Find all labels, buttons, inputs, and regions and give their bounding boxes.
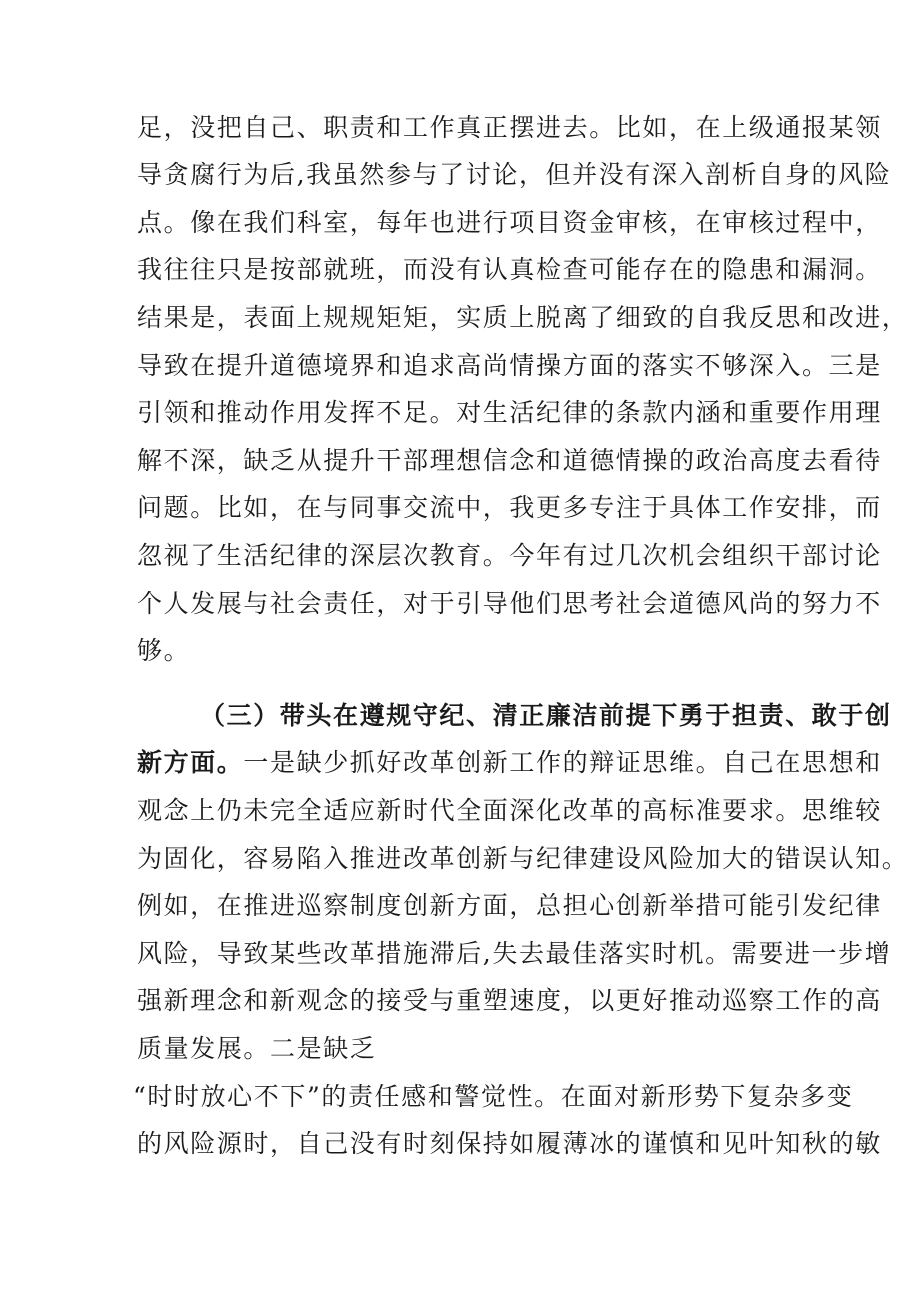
section-heading: （三）带头在遵规守纪、清正廉洁前提下勇于担责、敢于创 bbox=[200, 701, 892, 730]
text-line: 解不深，缺乏从提升干部理想信念和道德情操的政治高度去看待 bbox=[137, 446, 882, 475]
text-line: 忽视了生活纪律的深层次教育。今年有过几次机会组织干部讨论 bbox=[137, 541, 882, 570]
text-line: 导致在提升道德境界和追求高尚情操方面的落实不够深入。三是 bbox=[137, 351, 882, 380]
text-line: 引领和推动作用发挥不足。对生活纪律的条款内涵和重要作用理 bbox=[137, 398, 882, 427]
text-line: 质量发展。二是缺乏 bbox=[137, 1034, 377, 1063]
text-line: 个人发展与社会责任，对于引导他们思考社会道德风尚的努力不 bbox=[137, 589, 882, 618]
text-line: 导贪腐行为后,我虽然参与了讨论，但并没有深入剖析自身的风险 bbox=[137, 160, 892, 189]
section-text: 一是缺少抓好改革创新工作的辩证思维。自己在思想和 bbox=[243, 748, 882, 777]
text-line: 够。 bbox=[137, 636, 191, 665]
text-line: 我往往只是按部就班，而没有认真检查可能存在的隐患和漏洞。 bbox=[137, 255, 882, 284]
text-line: 的风险源时，自己没有时刻保持如履薄冰的谨慎和见叶知秋的敏 bbox=[137, 1129, 882, 1158]
text-line: 强新理念和新观念的接受与重塑速度，以更好推动巡察工作的高 bbox=[137, 986, 882, 1015]
text-line: 问题。比如，在与同事交流中，我更多专注于具体工作安排，而 bbox=[137, 493, 882, 522]
text-line: 结果是，表面上规规矩矩，实质上脱离了细致的自我反思和改进， bbox=[137, 303, 909, 332]
text-line: 例如，在推进巡察制度创新方面，总担心创新举措可能引发纪律 bbox=[137, 891, 882, 920]
text-line: 观念上仍未完全适应新时代全面深化改革的高标准要求。思维较 bbox=[137, 796, 882, 825]
text-line: 风险，导致某些改革措施滞后,失去最佳落实时机。需要进一步增 bbox=[137, 939, 892, 968]
section-heading-tail: 新方面。 bbox=[137, 748, 244, 777]
text-line: 足，没把自己、职责和工作真正摆进去。比如，在上级通报某领 bbox=[137, 113, 882, 142]
text-line: 点。像在我们科室，每年也进行项目资金审核，在审核过程中， bbox=[137, 208, 882, 237]
section-heading-continuation bbox=[137, 747, 882, 779]
text-line: 为固化，容易陷入推进改革创新与纪律建设风险加大的错误认知。 bbox=[137, 844, 909, 873]
text-line: “时时放心不下”的责任感和警觉性。在面对新形势下复杂多变 bbox=[133, 1082, 854, 1111]
